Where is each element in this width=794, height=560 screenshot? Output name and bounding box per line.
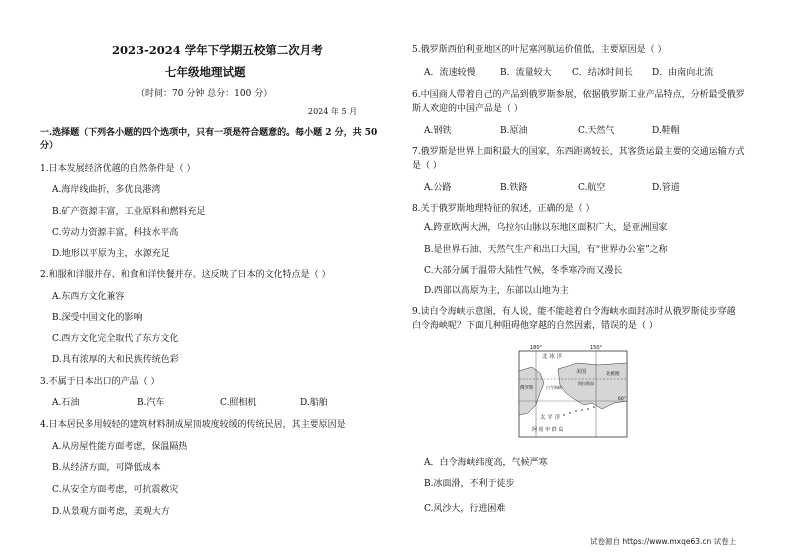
question-7-option-b: B.铁路 bbox=[500, 183, 528, 193]
question-4-option-d: D.从景观方面考虑，美观大方 bbox=[52, 507, 170, 517]
question-6-option-d: D.鞋帽 bbox=[652, 126, 680, 136]
question-8-option-a: A.跨亚欧两大洲，乌拉尔山脉以东地区面积广大，是亚洲国家 bbox=[424, 223, 668, 233]
question-6-option-c: C.天然气 bbox=[578, 126, 615, 136]
question-9-option-a: A．白令海峡纬度高，气候严寒 bbox=[424, 458, 548, 468]
question-2-option-d: D.具有浓厚的大和民族传统色彩 bbox=[52, 355, 179, 365]
label-arctic-ocean: 北 冰 洋 bbox=[542, 354, 562, 360]
question-6-option-b: B.原油 bbox=[500, 126, 528, 136]
question-9-option-b: B.冰面滑，不利于徒步 bbox=[424, 479, 515, 489]
question-8-option-b: B.是世界石油、天然气生产和出口大国，有“世界办公室”之称 bbox=[424, 245, 668, 255]
question-5-option-a: A．流速较慢 bbox=[424, 68, 476, 78]
question-2-option-a: A.东西方文化兼容 bbox=[52, 292, 125, 302]
question-2-option-b: B.深受中国文化的影响 bbox=[52, 313, 143, 323]
question-5-option-d: D．由南向北流 bbox=[652, 68, 714, 78]
label-pacific: 太 平 洋 bbox=[540, 415, 560, 421]
question-5-option-b: B．流量较大 bbox=[500, 68, 552, 78]
question-2-stem: 2.和服和洋服并存、和食和洋快餐并存。这反映了日本的文化特点是（ ） bbox=[40, 270, 331, 280]
question-7-stem-line2: 是（ ） bbox=[412, 161, 442, 171]
label-aleutian: 阿 留 申 群 岛 bbox=[532, 427, 564, 433]
question-1-stem: 1.日本发展经济优越的自然条件是（ ） bbox=[40, 164, 196, 174]
question-7-stem-line1: 7.俄罗斯是世界上面积最大的国家，东西距离较长，其客货运最主要的交通运输方式 bbox=[412, 147, 745, 157]
question-9-stem-line2: 白令海峡呢？下面几种阻碍他穿越的自然因素，错误的是（ ） bbox=[412, 321, 658, 331]
question-8-option-d: D.西部以高原为主，东部以山地为主 bbox=[424, 286, 569, 296]
label-usa: 美国 bbox=[576, 369, 587, 375]
question-8-stem: 8.关于俄罗斯地理特征的叙述，正确的是（ ） bbox=[412, 204, 595, 214]
exam-time-score: （时间：70 分钟 总分：100 分） bbox=[136, 89, 273, 99]
question-8-option-c: C.大部分属于温带大陆性气候，冬季寒冷而又漫长 bbox=[424, 266, 623, 276]
page-footer-source: 试卷源自 https://www.mxqe63.cn 试卷上 bbox=[590, 537, 737, 546]
label-arctic-circle: 北极圈 bbox=[606, 372, 620, 377]
exam-subtitle: 七年级地理试题 bbox=[165, 65, 246, 79]
question-3-option-b: B.汽车 bbox=[137, 398, 165, 408]
exam-title: 2023-2024 学年下学期五校第二次月考 bbox=[112, 43, 323, 57]
question-7-option-a: A.公路 bbox=[424, 183, 452, 193]
question-6-option-a: A.钢铁 bbox=[424, 126, 452, 136]
label-russia: 俄罗斯 bbox=[520, 386, 534, 391]
question-4-stem: 4.日本居民多用较轻的建筑材料制成屋顶坡度较缓的传统民居，其主要原因是 bbox=[40, 420, 346, 430]
question-9-option-c: C.风沙大，行进困难 bbox=[424, 504, 506, 514]
label-180: 180° bbox=[530, 345, 543, 351]
question-4-option-a: A.从房屋性能方面考虑，保温隔热 bbox=[52, 442, 188, 452]
question-1-option-c: C.劳动力资源丰富，科技水平高 bbox=[52, 228, 179, 238]
section-heading: 一.选择题（下列各小题的四个选项中，只有一项是符合题意的。每小题 2 分，共 50 分） bbox=[40, 128, 378, 151]
question-3-stem: 3.不属于日本出口的产品（ ） bbox=[40, 377, 160, 387]
label-lat60: 60° bbox=[618, 397, 626, 402]
question-1-option-b: B.矿产资源丰富，工业原料和燃料充足 bbox=[52, 207, 206, 217]
question-7-option-d: D.管道 bbox=[652, 183, 680, 193]
question-1-option-d: D.地形以平原为主，水源充足 bbox=[52, 249, 170, 259]
question-7-option-c: C.航空 bbox=[578, 183, 606, 193]
question-6-stem-line2: 斯人欢迎的中国产品是（ ） bbox=[412, 104, 523, 114]
label-alaska: 阿拉斯加 bbox=[578, 381, 594, 386]
label-150: 150° bbox=[590, 345, 603, 351]
question-3-option-d: D.船舶 bbox=[300, 398, 328, 408]
question-6-stem-line1: 6.中国商人带着自己的产品到俄罗斯参展，依据俄罗斯工业产品特点，分析最受俄罗 bbox=[412, 90, 745, 100]
question-2-option-c: C.西方文化完全取代了东方文化 bbox=[52, 334, 179, 344]
label-strait: 白令海峡 bbox=[546, 385, 562, 390]
question-5-option-c: C．结冰时间长 bbox=[572, 68, 633, 78]
bering-strait-map bbox=[518, 343, 628, 438]
question-4-option-c: C.从安全方面考虑，可抗震救灾 bbox=[52, 485, 179, 495]
question-9-stem-line1: 9.读白令海峡示意图，有人说，能不能趁着白令海峡水面封冻时从俄罗斯徒步穿越 bbox=[412, 307, 736, 317]
question-3-option-c: C.照相机 bbox=[220, 398, 257, 408]
question-3-option-a: A.石油 bbox=[52, 398, 80, 408]
exam-date: 2024 年 5 月 bbox=[308, 107, 358, 116]
question-5-stem: 5.俄罗斯西伯利亚地区的叶尼塞河航运价值低，主要原因是（ ） bbox=[412, 45, 667, 55]
question-4-option-b: B.从经济方面，可降低成本 bbox=[52, 463, 161, 473]
question-1-option-a: A.海岸线曲折，多优良港湾 bbox=[52, 185, 161, 195]
